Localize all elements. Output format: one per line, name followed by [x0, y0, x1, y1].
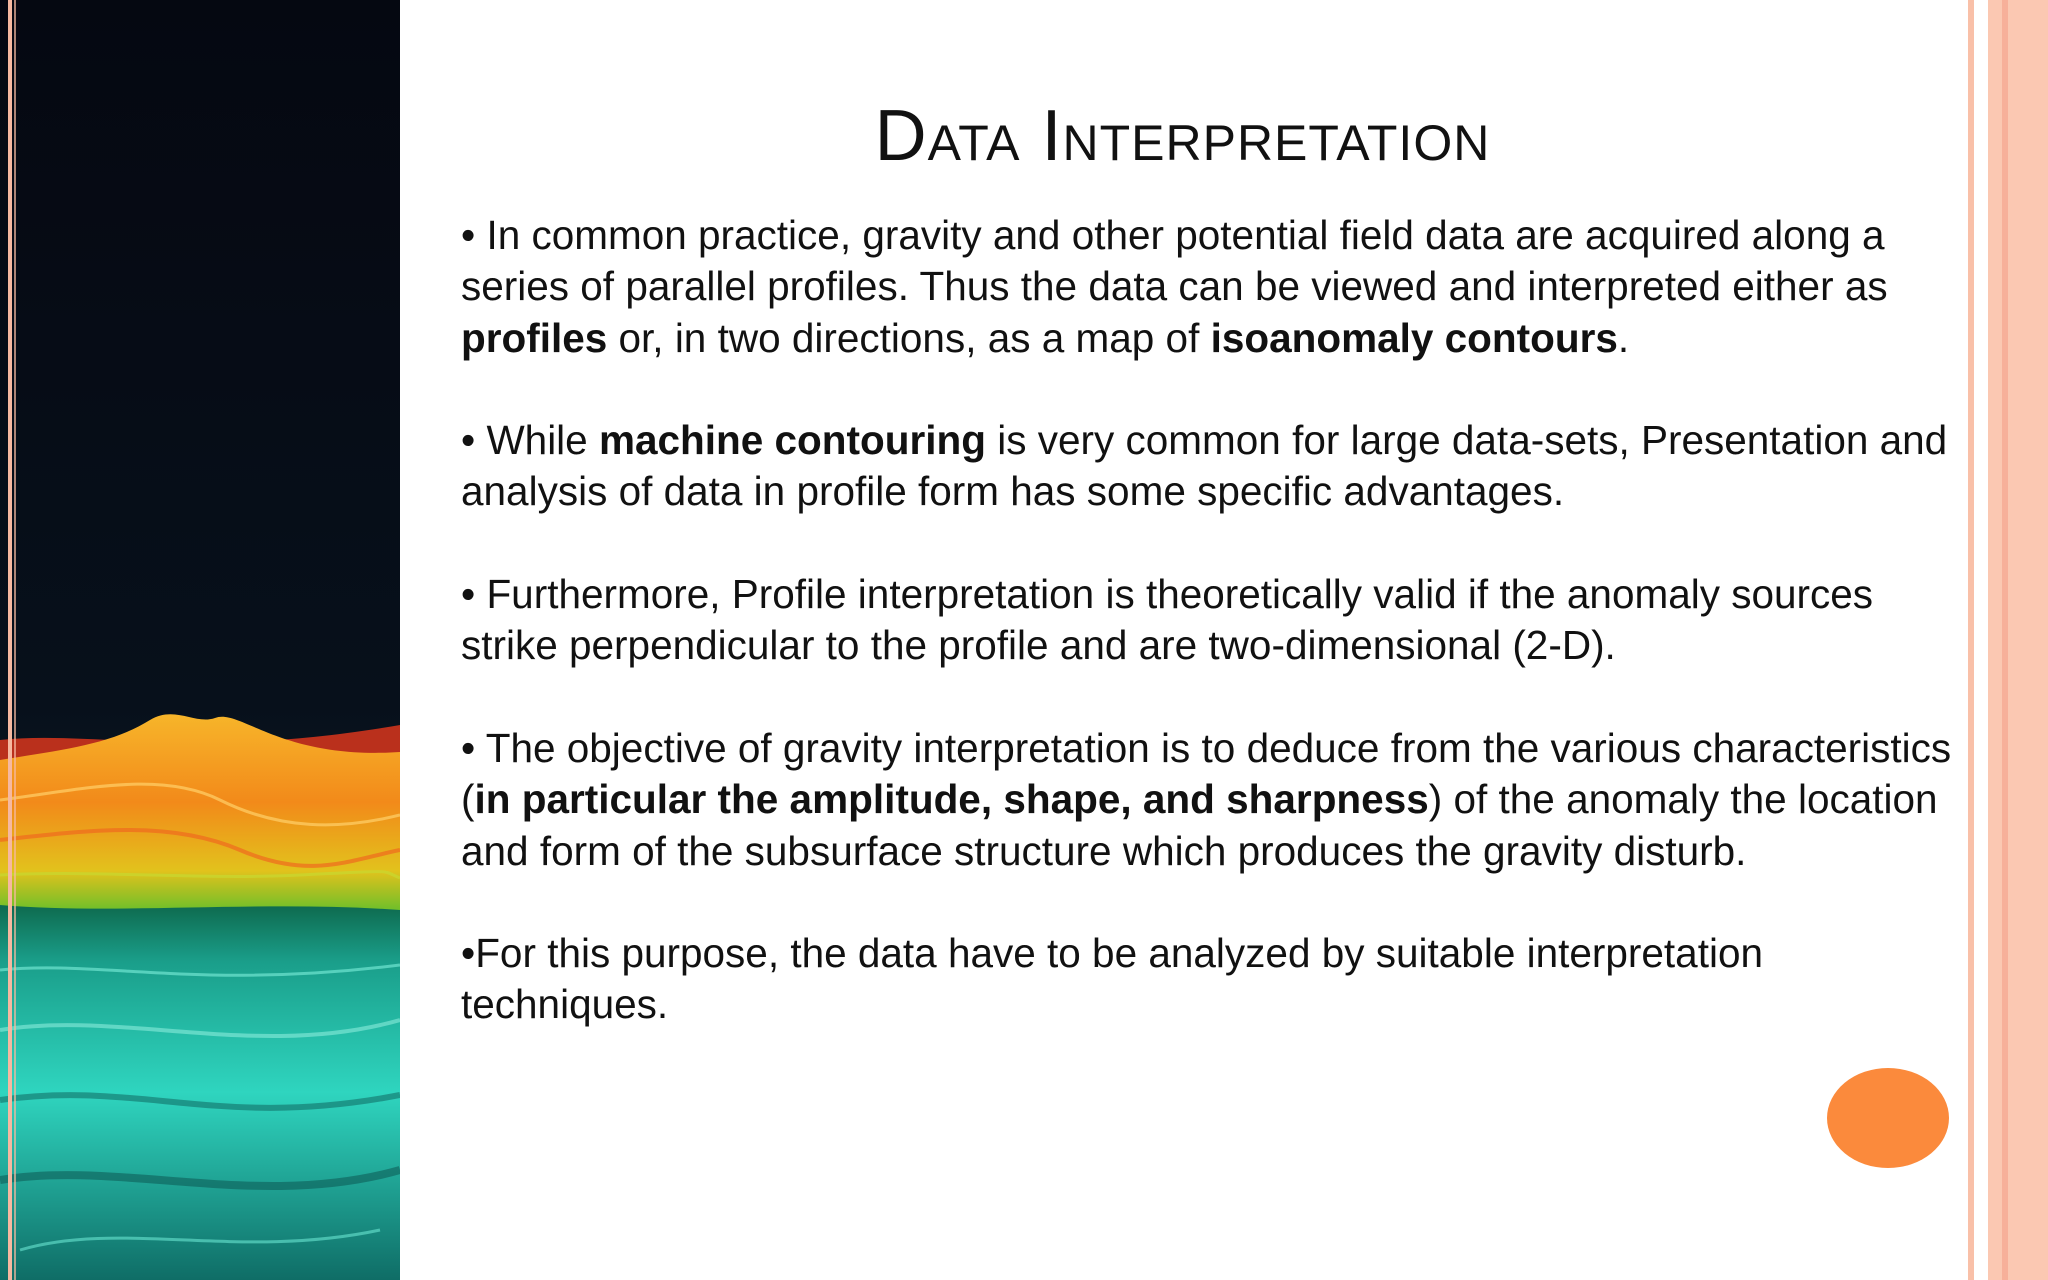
- emphasis-text: machine contouring: [598, 417, 986, 464]
- bullet-paragraph-p3: [461, 569, 1971, 672]
- right-decorative-border: [1968, 0, 2048, 1280]
- bullet-marker: •: [461, 930, 476, 977]
- left-edge-stripe: [8, 0, 12, 1280]
- bullet-marker: •: [461, 212, 487, 258]
- body-text: In common practice, gravity and other potential field data are acquired along a series of parallel profiles. Thus the data can be viewed and interpreted either as: [461, 212, 1888, 310]
- wave-landscape-icon: [0, 0, 400, 1280]
- body-text: is very common for large data-sets, Presentation and analysis of data in profile form has some specific advantages.: [461, 417, 1948, 515]
- slide-title: Data Interpretation: [874, 96, 1491, 176]
- bullet-marker: •: [461, 571, 487, 618]
- bullet-marker: •: [461, 417, 487, 464]
- body-text: or, in two directions, as a map of: [607, 314, 1211, 361]
- body-text: ) of the anomaly the location and form of the subsurface structure which produces the gravity disturb.: [461, 776, 1938, 874]
- body-text: .: [1617, 314, 1630, 361]
- emphasis-text: isoanomaly contours: [1210, 314, 1618, 361]
- body-text: For this purpose, the data have to be analyzed by suitable interpretation techniques.: [461, 930, 1764, 1028]
- body-text: While: [486, 417, 599, 464]
- body-text: Furthermore, Profile interpretation is theoretically valid if the anomaly sources strike perpendicular to the profile and are two-dimensional (2-D).: [461, 571, 1874, 669]
- bullet-paragraph-p2: [461, 415, 1971, 518]
- bullet-paragraph-p4: [461, 723, 1971, 877]
- bullet-paragraph-p1: [461, 210, 1971, 364]
- left-edge-stripe-thin: [14, 0, 16, 1280]
- slide-body: [461, 210, 1971, 1082]
- bullet-marker: •: [461, 724, 486, 771]
- emphasis-text: in particular the amplitude, shape, and sharpness: [474, 776, 1429, 823]
- decorative-wave-image: [0, 0, 400, 1280]
- bullet-paragraph-p5: [461, 928, 1971, 1031]
- emphasis-text: profiles: [461, 314, 608, 361]
- body-text: The objective of gravity interpretation is to deduce from the various characteristics (: [461, 724, 1952, 823]
- orange-circle-icon: [1827, 1068, 1949, 1168]
